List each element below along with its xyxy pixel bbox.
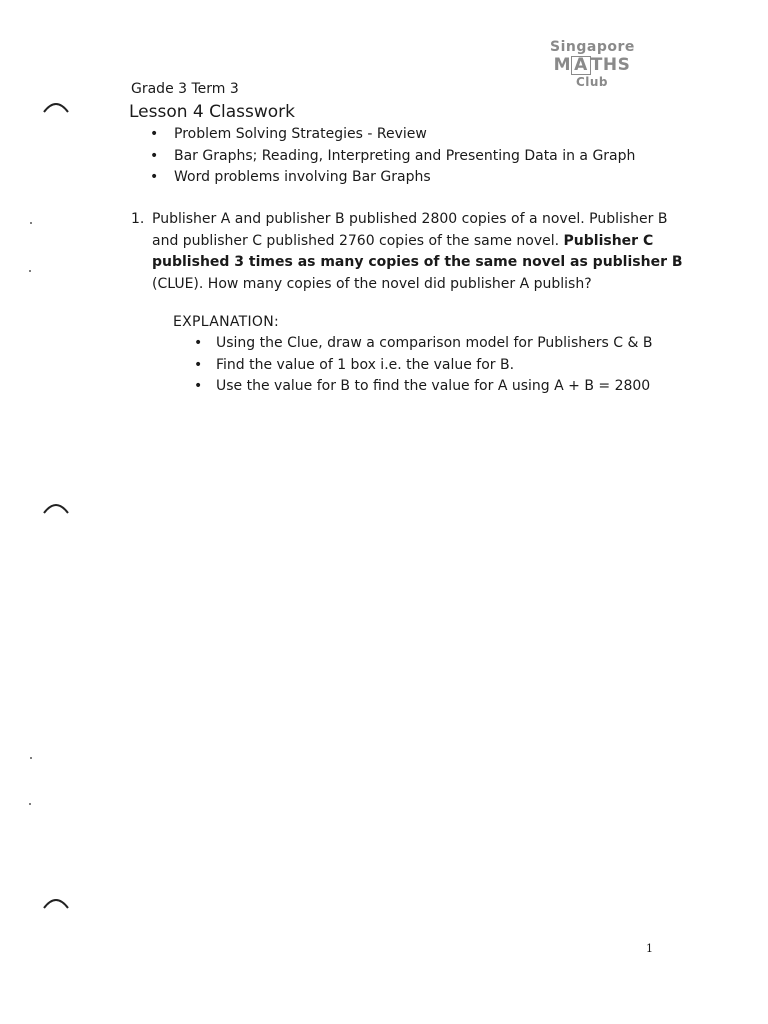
question-line-1: Publisher A and publisher B published 2800 copies of a novel. Publisher B [152,211,668,227]
lesson-title: Lesson 4 Classwork [129,102,296,122]
logo-letters-ths: THS [590,55,631,75]
scan-speck [30,757,32,759]
explanation-item: • Using the Clue, draw a comparison model for Publishers C & B [194,333,652,355]
scan-speck [30,222,32,224]
hole-punch-mark [42,92,70,120]
question-line-2 [152,231,652,253]
topic-item: • Word problems involving Bar Graphs [150,167,635,189]
grade-term-heading: Grade 3 Term 3 [131,81,239,97]
question-line-4: (CLUE). How many copies of the novel did publisher A publish? [152,275,592,292]
scan-speck [29,803,31,805]
question-line-2-text: and publisher C published 2760 copies of the same novel. [152,232,564,249]
explanation-list [194,333,652,398]
question-text [152,209,683,295]
question-number: 1. [131,211,145,227]
logo-letter-m: M [553,55,572,75]
explanation-title: EXPLANATION: [173,314,280,330]
hole-punch-mark [42,888,70,916]
singapore-maths-club-logo [550,40,634,88]
logo-line-1: Singapore [550,39,635,55]
page-number: 1 [646,942,653,955]
explanation-item: • Find the value of 1 box i.e. the value for B. [194,355,652,377]
logo-letter-a: A [571,56,591,75]
topic-item: • Problem Solving Strategies - Review [150,124,635,146]
logo-line-2 [550,56,634,75]
question-clue-start: Publisher C [563,232,654,249]
logo-line-3: Club [575,75,609,89]
hole-punch-mark [42,493,70,521]
topic-item: • Bar Graphs; Reading, Interpreting and Presenting Data in a Graph [150,146,635,168]
topics-list [150,124,635,189]
scan-speck [29,270,31,272]
explanation-item: • Use the value for B to find the value for A using A + B = 2800 [194,376,652,398]
question-clue: published 3 times as many copies of the same novel as publisher B [152,254,683,270]
